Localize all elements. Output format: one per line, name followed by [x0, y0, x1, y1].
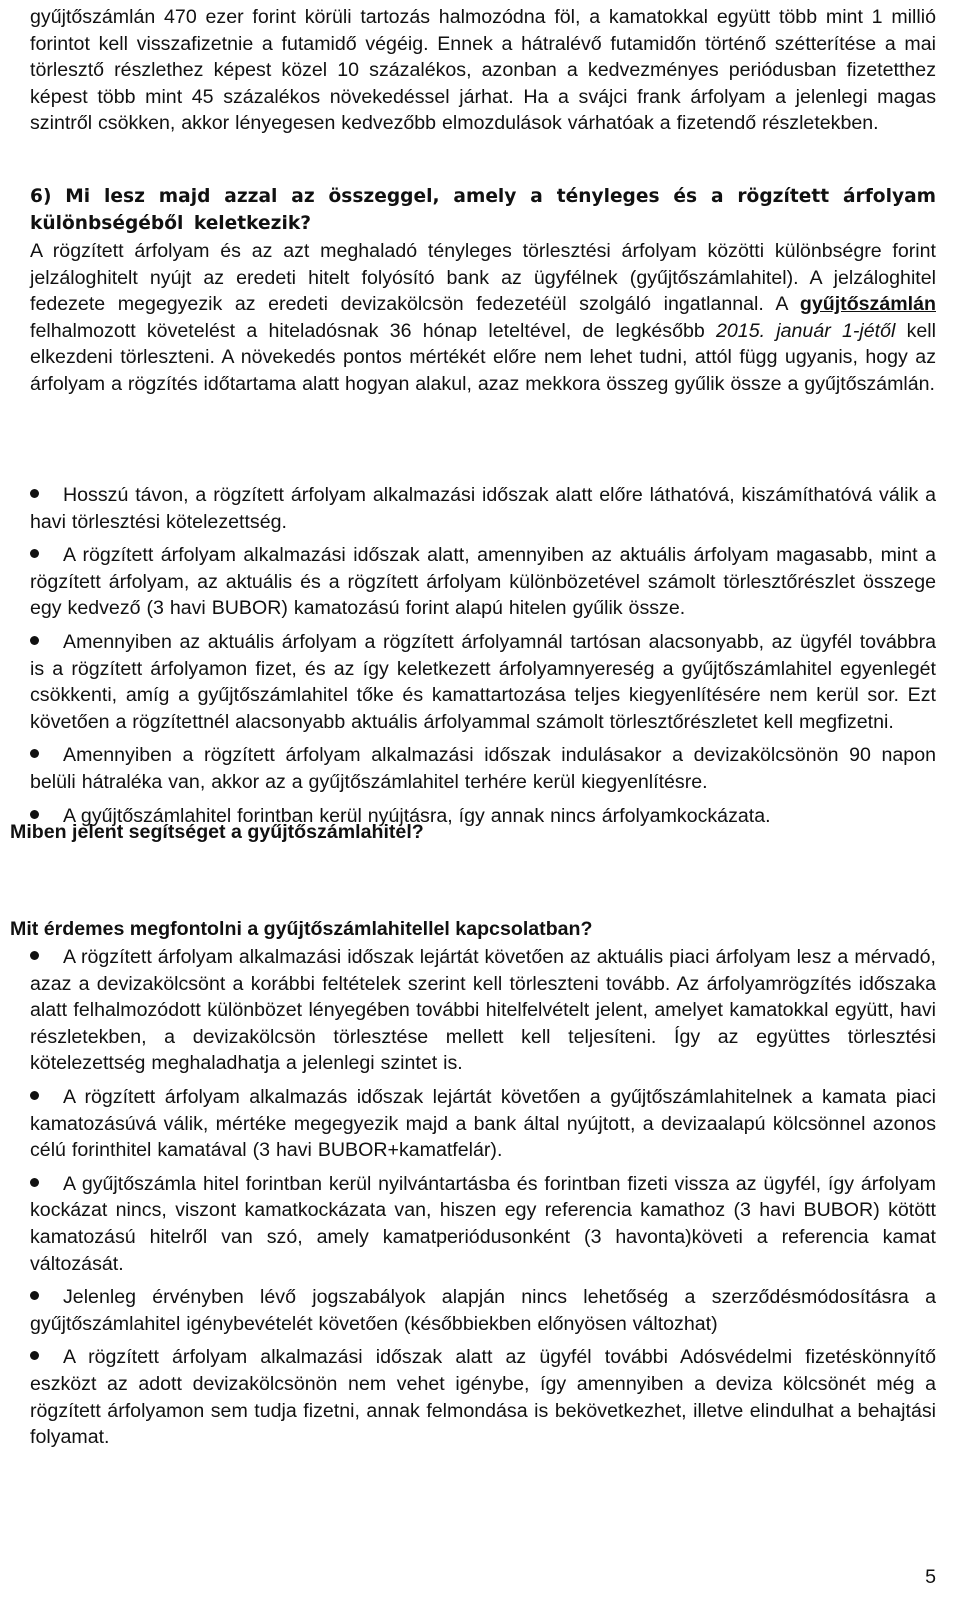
answer-text-1: A rögzített árfolyam és az azt meghaladó tényleges törlesztési árfolyam közötti különbségre forint jelzáloghitelt nyújt az eredeti hitelt folyósító bank az ügyfélnek (gyűjtőszámlahitel). A jelzáloghitel fedezete megegyezik az eredeti devizakölcsön fedezetéül szolgáló ingatlannal. A: [30, 240, 936, 316]
answer-text-3: kell elkezdeni törleszteni. A növekedés pontos mértékét előre nem lehet tudni, attól függ ugyanis, hogy az árfolyam a rögzítés időtartama alatt hogyan alakul, azaz mekkora összeg gyűlik össze a gyűjtőszámlán.: [30, 319, 936, 395]
list-item: [30, 542, 936, 622]
bullet-icon: [30, 810, 39, 819]
bullet-icon: [30, 1091, 39, 1100]
list-item: [30, 1171, 936, 1277]
list-item-text: Hosszú távon, a rögzített árfolyam alkalmazási időszak alatt előre láthatóvá, kiszámíthatóvá válik a havi törlesztési kötelezettség.: [30, 484, 936, 533]
list-item: [30, 1284, 936, 1337]
list-item-text: A rögzített árfolyam alkalmazási időszak alatt, amennyiben az aktuális árfolyam magasabb, mint a rögzített árfolyam, az aktuális és a rögzített árfolyam különbözetével számolt törlesztőrészlet összege egy kedvező (3 havi BUBOR) kamatozású forint alapú hitelen gyűlik össze.: [30, 544, 936, 620]
bullet-icon: [30, 549, 39, 558]
intro-paragraph: gyűjtőszámlán 470 ezer forint körüli tartozás halmozódna föl, a kamatokkal együtt több mint 1 millió forintot kell visszafizetnie a futamidő végéig. Ennek a hátralévő futamidőn történő szétterítése a mai törlesztő részlethez képest közel 10 százalékos, azonban a kedvezményes periódusban fizetetthez képest több mint 45 százalékos növekedéssel járhat. Ha a svájci frank árfolyam a jelenlegi magas szintről csökken, akkor lényegesen kedvezőbb elmozdulások várhatóak a fizetendő részletekben.: [30, 6, 936, 135]
list-item: [30, 482, 936, 535]
benefits-heading: Miben jelent segítséget a gyűjtőszámlahitel?: [10, 821, 424, 843]
answer-text-2: felhalmozott követelést a hiteladósnak 36 hónap leteltével, de legkésőbb: [30, 319, 717, 342]
list-item: [30, 1344, 936, 1450]
bullet-icon: [30, 636, 39, 645]
page-number: 5: [925, 1566, 936, 1588]
list-item: [30, 742, 936, 795]
bullet-icon: [30, 951, 39, 960]
list-item-text: A gyűjtőszámla hitel forintban kerül nyilvántartásba és forintban fizeti vissza az ügyfél, így árfolyam kockázat nincs, viszont kamatkockázata van, hiszen egy referencia kamathoz (3 havi BUBOR) kötött kamatozású hitelről van szó, amely kamatperiódusonként (3 havonta)követi a referencia kamat változását.: [30, 1172, 936, 1275]
list-item: [30, 629, 936, 735]
bullet-icon: [30, 749, 39, 758]
list-item-text: A rögzített árfolyam alkalmazási időszak alatt az ügyfél további Adósvédelmi fizetéskönnyítő eszközt az adott devizakölcsönön nem vehet igénybe, így amennyiben a deviza kölcsönét még a rögzített árfolyamon sem tudja fizetni, annak felmondása is bekövetkezhet, illetve elindulhat a behajtási folyamat.: [30, 1346, 936, 1449]
answer-emphasis: gyűjtőszámlán: [799, 293, 936, 316]
list-item-text: A rögzített árfolyam alkalmazási időszak lejártát követően az aktuális piaci árfolyam lesz a mérvadó, azaz a devizakölcsönt a korábbi feltételek szerint kell törleszteni tovább. Az árfolyamrögzítés időszaka alatt felhalmozódott különbözet lényegében további hitelfelvételt jelent, amelyet kamatokkal együtt, havi részletekben, a devizakölcsön törlesztése mellett kell teljesíteni. Így az együttes törlesztési kötelezettség meghaladhatja a jelenlegi szintet is.: [30, 946, 936, 1075]
list-item-text: Jelenleg érvényben lévő jogszabályok alapján nincs lehetőség a szerződésmódosításra a gyűjtőszámlahitel igénybevételét követően (későbbiekben előnyösen változhat): [30, 1286, 936, 1335]
bullet-icon: [30, 1351, 39, 1360]
considerations-list: [30, 944, 936, 1458]
bullet-icon: [30, 1178, 39, 1187]
bullet-icon: [30, 489, 39, 498]
list-item: [30, 944, 936, 1077]
question-6-title: 6) Mi lesz majd azzal az összeggel, amely a tényleges és a rögzített árfolyam különbségéből keletkezik?: [30, 186, 936, 234]
benefits-list: [30, 482, 936, 836]
question-6-heading: [30, 184, 936, 237]
list-item: [30, 1084, 936, 1164]
considerations-heading: Mit érdemes megfontolni a gyűjtőszámlahitellel kapcsolatban?: [10, 918, 593, 940]
question-6-answer: [30, 238, 936, 398]
list-item: [30, 803, 936, 830]
list-item-text: A rögzített árfolyam alkalmazás időszak lejártát követően a gyűjtőszámlahitelnek a kamata piaci kamatozásúvá válik, mértéke megegyezik majd a bank által nyújtott, a devizaalapú kölcsönnel azonos célú forinthitel kamatával (3 havi BUBOR+kamatfelár).: [30, 1085, 936, 1162]
bullet-icon: [30, 1291, 39, 1300]
answer-date: 2015. január 1-jétől: [716, 319, 896, 342]
list-item-text: A gyűjtőszámlahitel forintban kerül nyújtásra, így annak nincs árfolyamkockázata.: [63, 804, 771, 827]
list-item-text: Amennyiben az aktuális árfolyam a rögzített árfolyamnál tartósan alacsonyabb, az ügyfél továbbra is a rögzített árfolyamon fizet, és az így keletkezett árfolyamnyereség a gyűjtőszámlahitel egyenlegét csökkenti, amíg a gyűjtőszámlahitel tőke és kamattartozása teljes kiegyenlítésére nem kerül sor. Ezt követően a rögzítettnél alacsonyabb aktuális árfolyammal számolt törlesztőrészletet kell megfizetni.: [30, 630, 936, 733]
list-item-text: Amennyiben a rögzített árfolyam alkalmazási időszak indulásakor a devizakölcsönön 90 napon belüli hátraléka van, akkor az a gyűjtőszámlahitel terhére kerül kiegyenlítésre.: [30, 744, 936, 793]
